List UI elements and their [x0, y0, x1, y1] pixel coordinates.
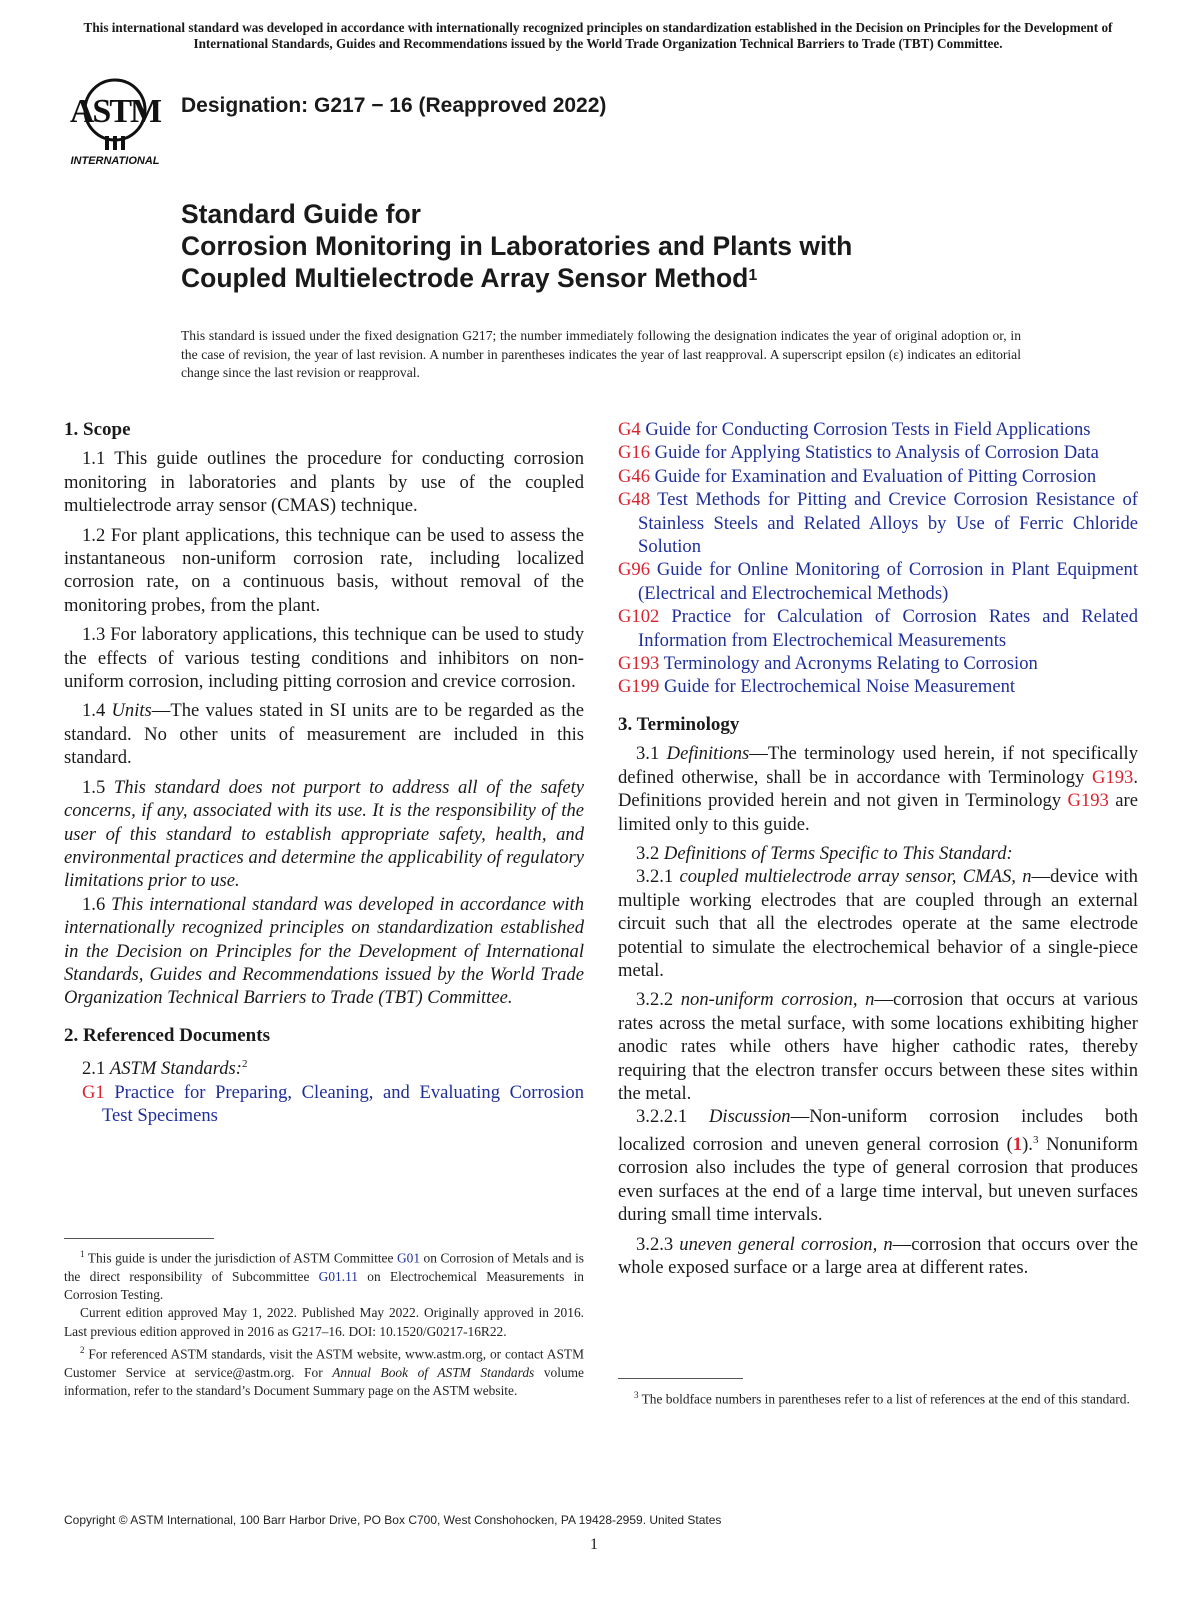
left-column	[64, 418, 584, 1128]
scope-heading: 1. Scope	[64, 419, 131, 440]
issued-note: This standard is issued under the fixed designation G217; the number immediately following the designation indicates the year of original adoption or, in the case of revision, the year of last revision. A number in parentheses indicates the year of last reapproval. A superscript epsilon (ε) indicates an editorial change since the last revision or reapproval.	[181, 328, 1021, 380]
footnote-3: $^3$ The boldface numbers in parentheses refer to a list of references at the end of this standard.	[634, 1390, 1130, 1407]
footnote-1: $^1$ This guide is under the jurisdiction of ASTM Committee G01 on Corrosion of Metals and is the direct responsibility of Subcommittee G01.11 on Electrochemical Measurements in Corrosion Testing.	[64, 1249, 584, 1303]
link-g193[interactable]: G193	[1067, 790, 1109, 812]
para-1-3: 1.3 For laboratory applications, this technique can be used to study the effects of various testing conditions and inhibitors on non-uniform corrosion, including pitting corrosion and crevice corrosion.	[64, 624, 584, 693]
footnote-1-edition: Current edition approved May 1, 2022. Published May 2022. Originally approved in 2016. Last previous edition approved in 2016 as G217–16. DOI: 10.1520/G0217-16R22.	[64, 1305, 584, 1339]
svg-text:INTERNATIONAL: INTERNATIONAL	[70, 155, 160, 166]
right-column	[618, 418, 1138, 1285]
astm-logo	[60, 74, 170, 166]
para-1-1: 1.1 This guide outlines the procedure for conducting corrosion monitoring in laboratories and plants by use of the coupled multielectrode array sensor (CMAS) technique.	[64, 448, 584, 517]
link-g193[interactable]: G193	[1092, 766, 1134, 788]
para-3-1: 3.1 Definitions—The terminology used herein, if not specifically defined otherwise, shall be in accordance with Terminology G193. Definitions provided herein and not given in Terminology G193 are limited only to this guide.	[618, 743, 1138, 835]
para-3-2-1: 3.2.1 coupled multielectrode array sensor, CMAS, n—device with multiple working electrodes that are coupled through an external circuit such that all the electrodes operate at the same electrode potential to simulate the electrochemical behavior of a single-piece metal.	[618, 866, 1138, 981]
title-line-2: Corrosion Monitoring in Laboratories and Plants with	[181, 231, 853, 261]
para-1-4: 1.4 Units—The values stated in SI units are to be regarded as the standard. No other units of measurement are included in this standard.	[64, 700, 584, 769]
footnote-rule-right	[618, 1378, 743, 1379]
para-3-2-2: 3.2.2 non-uniform corrosion, n—corrosion that occurs at various rates across the metal surface, with some locations exhibiting higher anodic rates while others have higher cathodic rates, thereby requiring that the electron transfer occurs between these sites within the metal.	[618, 989, 1139, 1104]
footnote-2: $^2$ For referenced ASTM standards, visit the ASTM website, www.astm.org, or contact ASTM Customer Service at service@astm.org. For Annual Book of ASTM Standards volume information, refer to the standard’s Document Summary page on the ASTM website.	[64, 1344, 584, 1399]
ref-item-g96[interactable]: G96 Guide for Online Monitoring of Corrosion in Plant Equipment (Electrical and Electrochemical Methods)	[618, 559, 1138, 604]
para-2-1: 2.1 ASTM Standards:$^2$	[82, 1058, 248, 1080]
referenced-heading: 2. Referenced Documents	[64, 1024, 270, 1046]
designation: Designation: G217 − 16 (Reapproved 2022)	[181, 94, 607, 117]
para-1-2: 1.2 For plant applications, this technique can be used to assess the instantaneous non-uniform corrosion rate, including localized corrosion rate, on a continuous basis, without removal of the monitoring probes, from the plant.	[64, 524, 584, 616]
para-1-5: 1.5 This standard does not purport to address all of the safety concerns, if any, associated with its use. It is the responsibility of the user of this standard to establish appropriate safety, health, and environmental practices and determine the applicability of regulatory limitations prior to use.	[64, 776, 584, 892]
document-title	[181, 198, 852, 294]
title-line-1: Standard Guide for	[181, 199, 421, 229]
footnotes-left	[64, 1245, 584, 1400]
title-line-3: Coupled Multielectrode Array Sensor Method	[181, 263, 749, 293]
ref-item-g48[interactable]: G48 Test Methods for Pitting and Crevice Corrosion Resistance of Stainless Steels and Related Alloys by Use of Ferric Chloride Solution	[618, 489, 1138, 558]
ref-item-g102[interactable]: G102 Practice for Calculation of Corrosion Rates and Related Information from Electrochemical Measurements	[618, 606, 1138, 651]
ref-item-g46[interactable]: G46 Guide for Examination and Evaluation of Pitting Corrosion	[618, 465, 1097, 487]
para-3-2-2-1: 3.2.2.1 Discussion—Non-uniform corrosion includes both localized corrosion and uneven general corrosion (1).$^3$ Nonuniform corrosion also includes the type of general corrosion that produces even surfaces at the end of a large time interval, but uneven surfaces during small time intervals.	[618, 1106, 1138, 1226]
link-g01-11[interactable]: G01.11	[318, 1268, 358, 1284]
link-g01[interactable]: G01	[396, 1250, 421, 1266]
header-notice: This international standard was developed in accordance with internationally recognized principles on standardization established in the Decision on Principles for the Development of International Standards, Guides and Recommendations issued by the World Trade Organization Technical Barriers to Trade (TBT) Committee.	[83, 20, 1113, 51]
copyright: Copyright © ASTM International, 100 Barr Harbor Drive, PO Box C700, West Conshohocken, PA 19428-2959. United States	[64, 1513, 722, 1527]
para-1-6: 1.6 This international standard was developed in accordance with internationally recognized principles on standardization established in the Decision on Principles for the Development of International Standards, Guides and Recommendations issued by the World Trade Organization Technical Barriers to Trade (TBT) Committee.	[64, 893, 584, 1009]
title-footnote-mark: 1	[748, 267, 758, 284]
page-number: 1	[590, 1536, 598, 1553]
ref-item-g1[interactable]: G1 Practice for Preparing, Cleaning, and Evaluating Corrosion Test Specimens	[82, 1081, 584, 1127]
terminology-heading: 3. Terminology	[618, 713, 740, 735]
para-3-2: 3.2 Definitions of Terms Specific to This Standard:	[636, 842, 1013, 864]
footnote-rule-left	[64, 1238, 214, 1239]
footnotes-right	[618, 1386, 1138, 1409]
ref-item-g4[interactable]: G4 Guide for Conducting Corrosion Tests in Field Applications	[618, 419, 1091, 440]
para-3-2-3: 3.2.3 uneven general corrosion, n—corrosion that occurs over the whole exposed surface or a large area at different rates.	[618, 1233, 1139, 1278]
svg-text:ASTM: ASTM	[69, 93, 161, 130]
ref-item-g16[interactable]: G16 Guide for Applying Statistics to Analysis of Corrosion Data	[618, 442, 1099, 464]
ref-item-g199[interactable]: G199 Guide for Electrochemical Noise Measurement	[618, 676, 1016, 698]
ref-item-g193[interactable]: G193 Terminology and Acronyms Relating to Corrosion	[618, 653, 1038, 675]
